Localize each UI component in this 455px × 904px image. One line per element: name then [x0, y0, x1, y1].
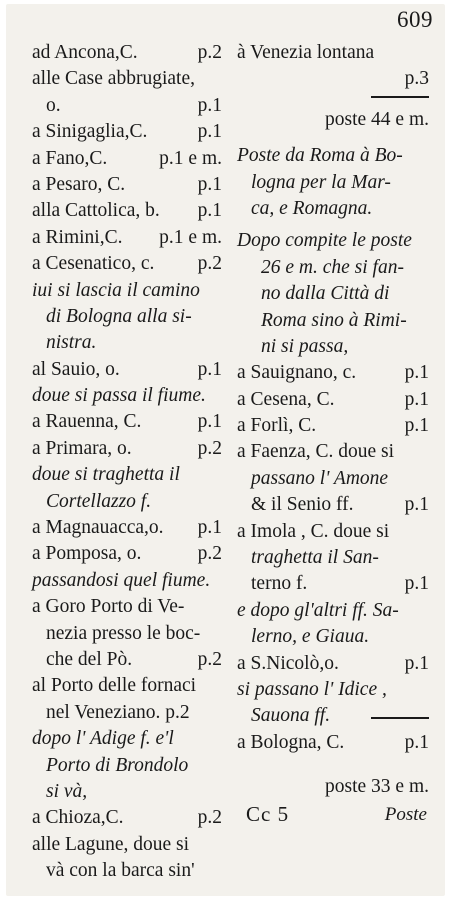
- itinerary-line: [237, 598, 429, 624]
- itinerary-line-text: à Venezia lontana: [237, 42, 375, 63]
- left-column: [32, 40, 222, 885]
- itinerary-line-text: a Fano,C.: [32, 147, 108, 169]
- itinerary-line: [237, 40, 429, 66]
- itinerary-line-text: si passano l' Idice ,: [237, 678, 387, 700]
- itinerary-line: [32, 383, 222, 409]
- itinerary-line-text: al Porto delle fornaci: [32, 675, 197, 697]
- itinerary-line: [32, 198, 222, 224]
- itinerary-line-text: alla Cattolica, b.: [32, 200, 160, 222]
- itinerary-line-text: a Bologna, C.: [237, 731, 345, 753]
- section-heading-line-text: Poste da Roma à Bo-: [237, 145, 403, 167]
- itinerary-line-poste: p.1: [404, 573, 429, 595]
- itinerary-line: [237, 439, 429, 465]
- itinerary-line: [32, 779, 222, 805]
- itinerary-line-text: & il Senio ff.: [251, 494, 354, 516]
- section-heading-line-text: ca, e Romagna.: [251, 197, 373, 219]
- itinerary-line-text: a Sinigaglia,C.: [32, 121, 148, 143]
- itinerary-line-text: a Faenza, C. doue si: [237, 441, 395, 463]
- itinerary-line-text: passandosi quel fiume.: [32, 569, 211, 591]
- itinerary-line: [32, 409, 222, 435]
- itinerary-line: [32, 541, 222, 567]
- itinerary-line-poste: p.1: [197, 411, 222, 433]
- itinerary-line-text: a Cesena, C.: [237, 388, 335, 410]
- itinerary-line-text: nistra.: [46, 332, 97, 354]
- itinerary-line-text: doue si passa il fiume.: [32, 385, 206, 407]
- book-page: [6, 4, 445, 896]
- itinerary-line: [237, 651, 429, 677]
- itinerary-line-poste: p.2: [197, 543, 222, 565]
- itinerary-line: [32, 172, 222, 198]
- itinerary-line: [237, 387, 429, 413]
- itinerary-line: [32, 489, 222, 515]
- itinerary-line: [237, 519, 429, 545]
- itinerary-line: [237, 66, 429, 92]
- itinerary-line: [32, 146, 222, 172]
- itinerary-line-text: dopo l' Adige f. e'l: [32, 728, 174, 750]
- itinerary-line: [32, 515, 222, 541]
- itinerary-line: [32, 40, 222, 66]
- itinerary-line-poste: p.2: [197, 807, 222, 829]
- itinerary-line-text: a Rimini,C.: [32, 226, 123, 248]
- itinerary-line: [32, 726, 222, 752]
- itinerary-line-poste: p.1: [404, 362, 429, 384]
- itinerary-line: [237, 677, 429, 703]
- itinerary-line-poste: p.1 e m.: [159, 147, 222, 169]
- itinerary-line: [237, 571, 429, 597]
- itinerary-line: [32, 278, 222, 304]
- itinerary-line-poste: p.2: [197, 437, 222, 459]
- section-heading-line-text: logna per la Mar-: [251, 171, 391, 193]
- section-heading-line: [237, 170, 429, 196]
- itinerary-line-text: ad Ancona,C.: [32, 42, 138, 63]
- itinerary-line-text: và con la barca sin': [46, 860, 195, 882]
- itinerary-line-text: nezia presso le boc-: [46, 622, 201, 644]
- itinerary-line-text: a Pesaro, C.: [32, 173, 126, 195]
- page-number: 609: [397, 7, 433, 32]
- itinerary-line: [32, 700, 222, 726]
- itinerary-line: [32, 647, 222, 673]
- intro-line-text: no dalla Città di: [261, 283, 390, 305]
- itinerary-line: [32, 357, 222, 383]
- poste-total-1: poste 44 e m.: [325, 108, 429, 130]
- itinerary-line-text: di Bologna alla si-: [46, 305, 192, 327]
- itinerary-line-text: iui si lascia il camino: [32, 279, 200, 301]
- itinerary-line-text: Cortellazzo f.: [46, 490, 152, 512]
- rule-divider: [371, 717, 429, 719]
- itinerary-line: [237, 730, 429, 756]
- itinerary-line: [32, 436, 222, 462]
- itinerary-line-poste: p.1: [197, 200, 222, 222]
- itinerary-line-poste: p.1: [404, 652, 429, 674]
- rule-divider: [371, 96, 429, 98]
- intro-line: [237, 308, 429, 334]
- itinerary-line: [32, 673, 222, 699]
- itinerary-line-text: a Magnauacca,o.: [32, 517, 164, 539]
- intro-line-text: Roma sino à Rimi-: [261, 309, 407, 331]
- itinerary-line: [32, 858, 222, 884]
- itinerary-line-poste: p.1: [404, 415, 429, 437]
- intro-line: [237, 281, 429, 307]
- itinerary-line-text: a Primara, o.: [32, 437, 132, 459]
- itinerary-line-text: o.: [46, 94, 61, 116]
- itinerary-line-text: a S.Nicolò,o.: [237, 652, 339, 674]
- itinerary-line: [32, 568, 222, 594]
- itinerary-line-poste: p.1: [197, 94, 222, 116]
- itinerary-line-poste: p.1 e m.: [159, 226, 222, 248]
- itinerary-line-text: si và,: [46, 780, 88, 802]
- itinerary-line-poste: p.2: [197, 42, 222, 63]
- itinerary-line-text: terno f.: [251, 573, 308, 595]
- itinerary-line-poste: p.1: [197, 173, 222, 195]
- intro-line: [237, 228, 429, 254]
- itinerary-line: [32, 93, 222, 119]
- itinerary-line-text: al Sauio, o.: [32, 358, 120, 380]
- itinerary-line: [237, 360, 429, 386]
- itinerary-line-text: a Forlì, C.: [237, 415, 317, 437]
- itinerary-line-text: a Rauenna, C.: [32, 411, 142, 433]
- itinerary-line: [32, 66, 222, 92]
- itinerary-line: [32, 225, 222, 251]
- intro-line-text: Dopo compite le poste: [237, 230, 412, 252]
- catchword: Poste: [384, 804, 427, 825]
- itinerary-line: [32, 330, 222, 356]
- itinerary-line-poste: p.1: [404, 731, 429, 753]
- itinerary-line-poste: p.1: [404, 388, 429, 410]
- itinerary-line-text: a Pomposa, o.: [32, 543, 142, 565]
- itinerary-line: [32, 462, 222, 488]
- itinerary-line: [32, 119, 222, 145]
- itinerary-line-text: nel Veneziano. p.2: [46, 701, 190, 723]
- itinerary-line-poste: p.1: [197, 121, 222, 143]
- itinerary-line: [237, 413, 429, 439]
- itinerary-line-text: passano l' Amone: [251, 467, 389, 489]
- itinerary-line: [32, 753, 222, 779]
- itinerary-line: [32, 304, 222, 330]
- itinerary-line-text: Porto di Brondolo: [46, 754, 189, 776]
- itinerary-line-text: e dopo gl'altri ff. Sa-: [237, 599, 399, 621]
- right-column: [237, 40, 429, 801]
- section-heading-line: [237, 196, 429, 222]
- itinerary-line-poste: p.3: [404, 68, 429, 90]
- itinerary-line-text: a Sauignano, c.: [237, 362, 357, 384]
- intro-line: [237, 255, 429, 281]
- itinerary-line: [237, 492, 429, 518]
- itinerary-line-text: alle Lagune, doue si: [32, 833, 190, 855]
- section-heading-line: [237, 143, 429, 169]
- itinerary-line: [32, 832, 222, 858]
- itinerary-line: [32, 594, 222, 620]
- itinerary-line-text: a Imola , C. doue si: [237, 520, 390, 542]
- itinerary-line-text: che del Pò.: [46, 648, 133, 670]
- itinerary-line: [237, 624, 429, 650]
- intro-line: [237, 334, 429, 360]
- itinerary-line-poste: p.1: [197, 358, 222, 380]
- itinerary-line-text: a Goro Porto di Ve-: [32, 596, 185, 618]
- itinerary-line: [32, 621, 222, 647]
- itinerary-line-poste: p.1: [197, 517, 222, 539]
- itinerary-line-text: Sauona ff.: [251, 705, 331, 727]
- signature-mark: Cc 5: [246, 802, 290, 826]
- itinerary-line-text: a Cesenatico, c.: [32, 253, 155, 275]
- itinerary-line: [32, 805, 222, 831]
- itinerary-line-poste: p.1: [404, 494, 429, 516]
- itinerary-line-text: traghetta il San-: [251, 547, 379, 569]
- intro-line-text: ni si passa,: [261, 335, 349, 357]
- itinerary-line-text: alle Case abbrugiate,: [32, 68, 195, 90]
- itinerary-line-text: doue si traghetta il: [32, 464, 180, 486]
- itinerary-line: [237, 545, 429, 571]
- itinerary-line-poste: p.2: [197, 648, 222, 670]
- intro-line-text: 26 e m. che si fan-: [261, 256, 404, 278]
- itinerary-line: [32, 251, 222, 277]
- itinerary-line-poste: p.2: [197, 253, 222, 275]
- itinerary-line-text: a Chioza,C.: [32, 807, 124, 829]
- itinerary-line-text: lerno, e Giaua.: [251, 626, 370, 648]
- poste-total-2: poste 33 e m.: [325, 776, 429, 798]
- itinerary-line: [237, 466, 429, 492]
